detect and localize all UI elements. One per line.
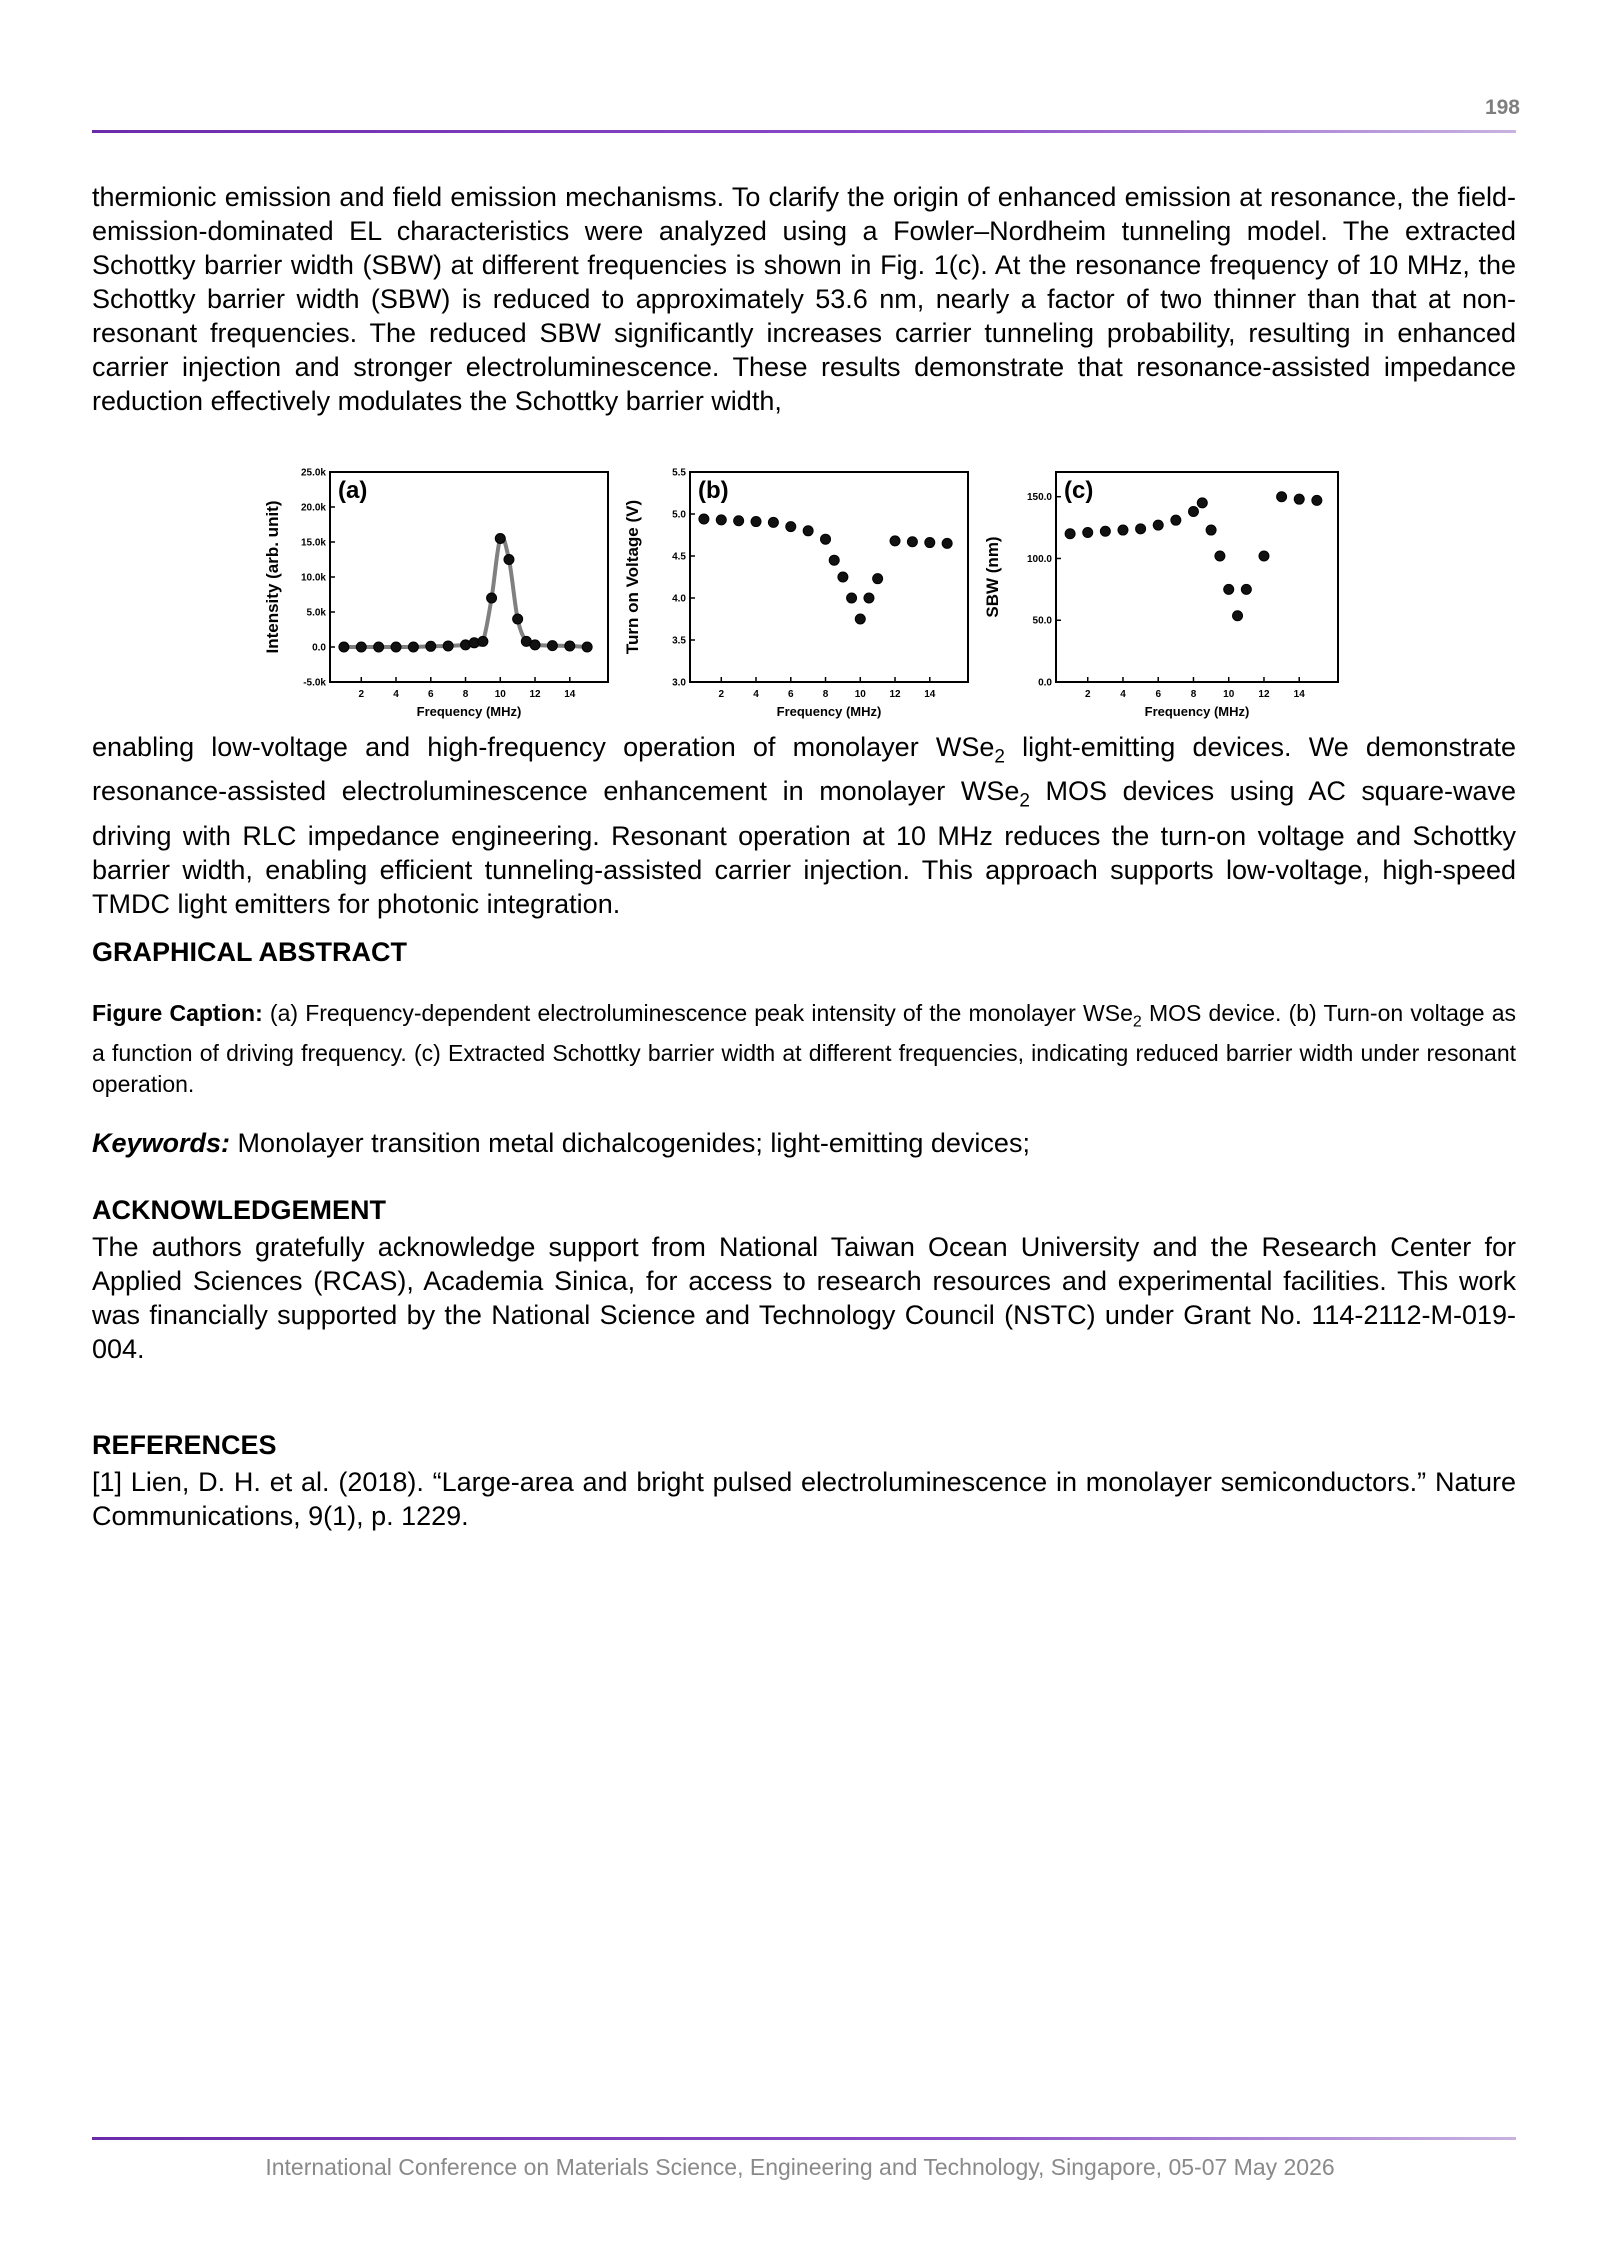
panel-b-xtick-label: 14 bbox=[924, 689, 936, 700]
panel-a-data-point bbox=[487, 593, 497, 603]
panel-b-data-point bbox=[821, 534, 831, 544]
panel-c-xtick-label: 6 bbox=[1155, 689, 1162, 700]
panel-a-data-point bbox=[547, 641, 557, 651]
panel-a-ylabel: Intensity (arb. unit) bbox=[263, 500, 282, 654]
panel-a-data-point bbox=[495, 534, 505, 544]
footer-rule bbox=[92, 2137, 1516, 2140]
panel-a-xtick-label: 8 bbox=[462, 689, 469, 700]
keywords-label: Keywords: bbox=[92, 1128, 231, 1158]
panel-c-data-point bbox=[1136, 524, 1146, 534]
panel-a-ytick-label: 20.0k bbox=[300, 502, 326, 514]
panel-b-xtick-label: 4 bbox=[753, 689, 759, 700]
panel-b-data-point bbox=[890, 536, 900, 546]
acknowledgement-heading: ACKNOWLEDGEMENT bbox=[92, 1195, 386, 1225]
panel-c-data-point bbox=[1224, 584, 1234, 594]
footer-text: International Conference on Materials Science, Engineering and Technology, Singapore, 05-07 May 2026 bbox=[265, 2154, 1335, 2180]
panel-c-data-point bbox=[1312, 495, 1322, 505]
panel-a-data-point bbox=[443, 641, 453, 651]
panel-a-label: (a) bbox=[338, 477, 368, 504]
reference-item-1: [1] Lien, D. H. et al. (2018). “Large-area and bright pulsed electroluminescence in monolayer semiconductors.” Nature Communications, 9(1), p. 1229. bbox=[92, 1467, 1516, 1531]
panel-b-frame bbox=[690, 472, 968, 682]
panel-b-data-point bbox=[873, 574, 883, 584]
panel-a-data-point bbox=[408, 642, 418, 652]
panel-c-ytick-label: 0.0 bbox=[1038, 677, 1052, 689]
panel-b-data-point bbox=[847, 593, 857, 603]
panel-b-ytick-label: 4.0 bbox=[672, 593, 686, 605]
panel-a-xtick-label: 14 bbox=[564, 689, 576, 700]
panel-c-data-point bbox=[1100, 526, 1110, 536]
panel-b-data-point bbox=[838, 572, 848, 582]
panel-b-data-point bbox=[716, 515, 726, 525]
panel-c-ylabel: SBW (nm) bbox=[983, 536, 1002, 618]
graphical-abstract-heading: GRAPHICAL ABSTRACT bbox=[92, 937, 407, 967]
panel-c-data-point bbox=[1259, 551, 1269, 561]
panel-a-data-point bbox=[478, 636, 488, 646]
panel-c-data-point bbox=[1233, 611, 1243, 621]
panel-c-data-point bbox=[1241, 584, 1251, 594]
panel-b-data-point bbox=[734, 516, 744, 526]
panel-c-ytick-label: 50.0 bbox=[1032, 615, 1052, 627]
panel-c-ytick-label: 100.0 bbox=[1026, 553, 1052, 565]
header-rule bbox=[92, 130, 1516, 133]
panel-c-xtick-label: 8 bbox=[1190, 689, 1197, 700]
panel-a-data-point bbox=[530, 640, 540, 650]
caption-subscript: 2 bbox=[1132, 1013, 1142, 1031]
caption-label: Figure Caption: bbox=[92, 1000, 263, 1026]
panel-c-data-point bbox=[1277, 492, 1287, 502]
panel-a-data-point bbox=[565, 641, 575, 651]
panel-b-xtick-label: 12 bbox=[889, 689, 901, 700]
panel-b-xtick-label: 10 bbox=[854, 689, 866, 700]
panel-c-label: (c) bbox=[1064, 477, 1094, 504]
panel-b-data-point bbox=[864, 593, 874, 603]
panel-c-data-point bbox=[1188, 507, 1198, 517]
body-paragraph-1: thermionic emission and field emission mechanisms. To clarify the origin of enhanced emission at resonance, the field-emission-dominated EL characteristics were analyzed using a Fowler–Nordheim tunneling model. The extracted Schottky barrier width (SBW) at different frequencies is shown in Fig. 1(c). At the resonance frequency of 10 MHz, the Schottky barrier width (SBW) is reduced to approximately 53.6 nm, nearly a factor of two thinner than that at non-resonant frequencies. The reduced SBW significantly increases carrier tunneling probability, resulting in enhanced carrier injection and stronger electroluminescence. These results demonstrate that resonance-assisted impedance reduction effectively modulates the Schottky barrier width, bbox=[92, 182, 1516, 416]
panel-b-ytick-label: 3.5 bbox=[672, 635, 686, 647]
panel-c-ytick-label: 150.0 bbox=[1026, 492, 1052, 504]
panel-b-data-point bbox=[803, 526, 813, 536]
panel-b-data-point bbox=[829, 555, 839, 565]
panel-a-fit-line bbox=[344, 537, 587, 647]
references-heading: REFERENCES bbox=[92, 1430, 277, 1460]
panel-b-data-point bbox=[786, 522, 796, 532]
panel-a-data-point bbox=[339, 642, 349, 652]
panel-b-data-point bbox=[751, 517, 761, 527]
panel-a-xtick-label: 12 bbox=[529, 689, 541, 700]
para2-text-c: MOS devices using AC square-wave driving with RLC impedance engineering. Resonant operation at 10 MHz reduces the turn-on voltage and Schottky barrier width, enabling efficient tunneling-assisted carrier injection. This approach supports low-voltage, high-speed TMDC light emitters for photonic integration. bbox=[92, 776, 1516, 919]
caption-text-a: (a) Frequency-dependent electroluminescence peak intensity of the monolayer WSe bbox=[262, 1000, 1133, 1026]
panel-b-xtick-label: 2 bbox=[718, 689, 725, 700]
panel-c-xtick-label: 2 bbox=[1084, 689, 1091, 700]
caption-text-b: MOS device. (b) Turn-on voltage as a function of driving frequency. (c) Extracted Schottky barrier width at different frequencies, indicating reduced barrier width under resonant operation. bbox=[92, 1000, 1516, 1097]
panel-b-data-point bbox=[907, 537, 917, 547]
panel-b-ytick-label: 3.0 bbox=[672, 677, 686, 689]
panel-b-data-point bbox=[855, 614, 865, 624]
panel-b-ytick-label: 5.5 bbox=[672, 467, 686, 479]
figure-1 bbox=[250, 460, 1360, 730]
panel-b-ytick-label: 4.5 bbox=[672, 551, 686, 563]
panel-c-xlabel: Frequency (MHz) bbox=[1144, 704, 1250, 719]
body-paragraph-2 bbox=[92, 730, 1516, 921]
panel-c-data-point bbox=[1083, 528, 1093, 538]
panel-c-data-point bbox=[1118, 525, 1128, 535]
panel-b-xtick-label: 6 bbox=[787, 689, 794, 700]
panel-a-xtick-label: 10 bbox=[494, 689, 506, 700]
panel-a-frame bbox=[330, 472, 608, 682]
panel-b-xtick-label: 8 bbox=[822, 689, 829, 700]
panel-c-data-point bbox=[1171, 515, 1181, 525]
panel-a-ytick-label: 5.0k bbox=[306, 607, 326, 619]
page-number: 198 bbox=[1484, 96, 1520, 119]
panel-a-xtick-label: 4 bbox=[393, 689, 399, 700]
panel-c-xtick-label: 14 bbox=[1293, 689, 1305, 700]
panel-c-data-point bbox=[1215, 551, 1225, 561]
panel-c-data-point bbox=[1206, 525, 1216, 535]
panel-b-ylabel: Turn on Voltage (V) bbox=[623, 499, 642, 655]
panel-c-data-point bbox=[1294, 494, 1304, 504]
acknowledgement-text: The authors gratefully acknowledge support from National Taiwan Ocean University and the Research Center for Applied Sciences (RCAS), Academia Sinica, for access to research resources and experimental facilities. This work was financially supported by the National Science and Technology Council (NSTC) under Grant No. 114-2112-M-019-004. bbox=[92, 1232, 1516, 1364]
panel-a-xtick-label: 2 bbox=[358, 689, 365, 700]
panel-a-ytick-label: 25.0k bbox=[300, 467, 326, 479]
panel-b-data-point bbox=[942, 538, 952, 548]
figure-caption bbox=[92, 998, 1516, 1100]
panel-c-data-point bbox=[1197, 498, 1207, 508]
panel-b-xlabel: Frequency (MHz) bbox=[776, 704, 882, 719]
panel-a-data-point bbox=[513, 614, 523, 624]
panel-c-data-point bbox=[1065, 529, 1075, 539]
panel-b-data-point bbox=[768, 517, 778, 527]
panel-a-ytick-label: 15.0k bbox=[300, 537, 326, 549]
panel-b-label: (b) bbox=[698, 477, 729, 504]
panel-a-ytick-label: 10.0k bbox=[300, 572, 326, 584]
panel-a-data-point bbox=[356, 642, 366, 652]
panel-b-ytick-label: 5.0 bbox=[672, 509, 686, 521]
panel-b-data-point bbox=[925, 538, 935, 548]
panel-a-xtick-label: 6 bbox=[427, 689, 434, 700]
panel-a-data-point bbox=[391, 642, 401, 652]
para2-text-a: enabling low-voltage and high-frequency operation of monolayer WSe bbox=[92, 732, 995, 762]
panel-c-xtick-label: 12 bbox=[1258, 689, 1270, 700]
panel-c-xtick-label: 4 bbox=[1120, 689, 1126, 700]
panel-a-data-point bbox=[504, 555, 514, 565]
panel-a-data-point bbox=[374, 642, 384, 652]
panel-b-data-point bbox=[699, 514, 709, 524]
panel-a-ytick-label: -5.0k bbox=[303, 677, 326, 689]
para2-subscript-1: 2 bbox=[994, 746, 1005, 768]
keywords-text: Monolayer transition metal dichalcogenides; light-emitting devices; bbox=[230, 1128, 1030, 1158]
panel-a-ytick-label: 0.0 bbox=[312, 642, 326, 654]
panel-c-xtick-label: 10 bbox=[1223, 689, 1235, 700]
para2-subscript-2: 2 bbox=[1019, 790, 1030, 812]
keywords bbox=[92, 1126, 1516, 1160]
para2-text-b: light-emitting devices. We demonstrate resonance-assisted electroluminescence enhancement in monolayer WSe bbox=[92, 732, 1516, 807]
panel-a-xlabel: Frequency (MHz) bbox=[416, 704, 522, 719]
panel-a-data-point bbox=[582, 642, 592, 652]
panel-a-data-point bbox=[426, 641, 436, 651]
panel-c-data-point bbox=[1153, 520, 1163, 530]
